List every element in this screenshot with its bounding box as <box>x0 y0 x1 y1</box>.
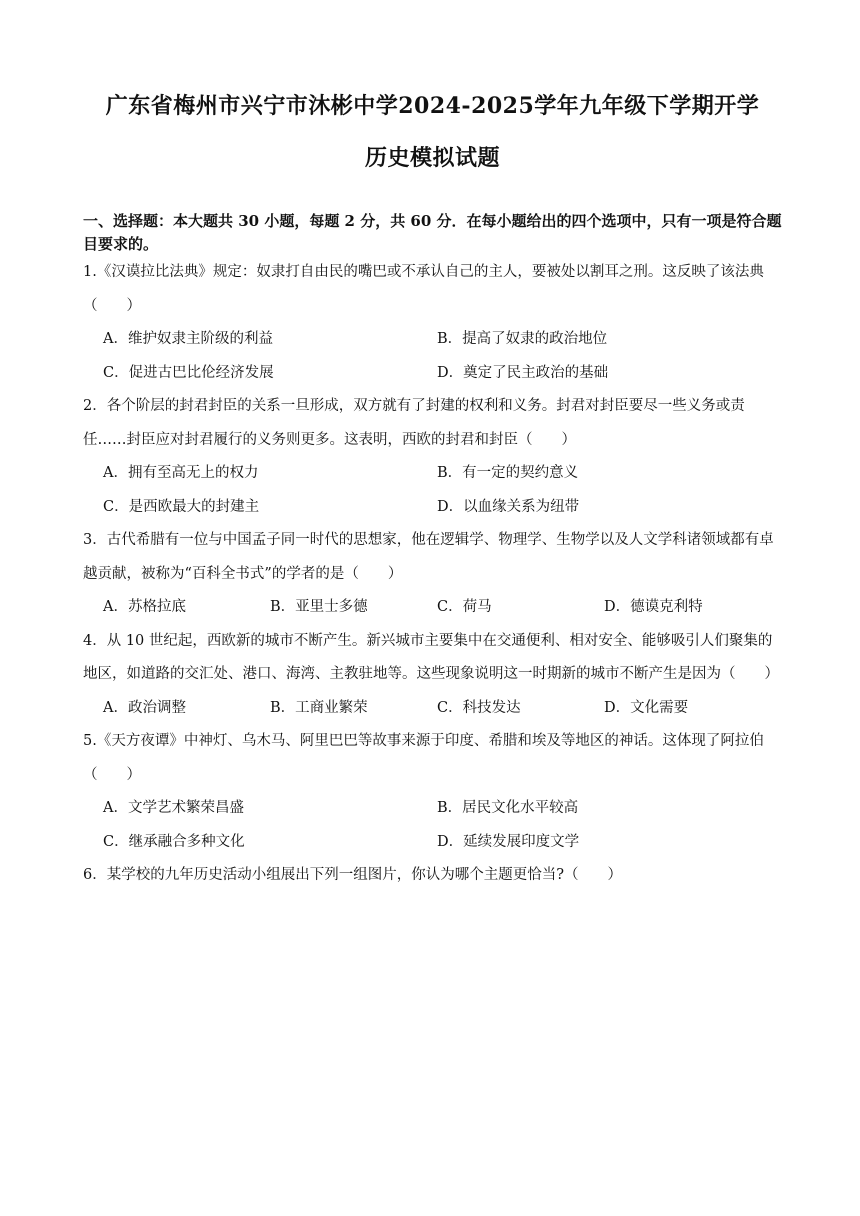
document-title <box>83 80 782 184</box>
option-b: B．居民文化水平较高 <box>437 800 579 816</box>
option-c: C．促进古巴比伦经济发展 <box>103 364 274 381</box>
question-stem: 2．各个阶层的封君封臣的关系一旦形成，双方就有了封建的权利和义务。封君对封臣要尽一些义务或责任……封臣应对封君履行的义务则更多。这表明，西欧的封君和封臣（ ） <box>83 398 745 448</box>
question-3 <box>83 524 782 625</box>
option-b: B．提高了奴隶的政治地位 <box>437 331 608 347</box>
option-a: A．文学艺术繁荣昌盛 <box>103 800 244 816</box>
question-1 <box>83 256 782 390</box>
options-row <box>83 323 782 357</box>
section-header: 一、选择题：本大题共 30 小题，每题 2 分，共 60 分．在每小题给出的四个选项中，只有一项是符合题目要求的。 <box>83 212 782 253</box>
question-stem: 4．从 10 世纪起，西欧新的城市不断产生。新兴城市主要集中在交通便利、相对安全、能够吸引人们聚集的地区，如道路的交汇处、港口、海湾、主教驻地等。这些现象说明这一时期新的城市不断产生是因为（ ） <box>83 632 779 682</box>
options-row <box>83 826 782 860</box>
option-c: C．荷马 <box>437 599 492 615</box>
option-b: B．有一定的契约意义 <box>437 465 579 481</box>
question-stem: 3．古代希腊有一位与中国孟子同一时代的思想家，他在逻辑学、物理学、生物学以及人文学科诸领域都有卓越贡献，被称为“百科全书式”的学者的是（ ） <box>83 532 774 582</box>
option-a: A．拥有至高无上的权力 <box>103 465 259 481</box>
options-row <box>83 357 782 391</box>
option-c: C．科技发达 <box>437 699 521 716</box>
option-a: A．苏格拉底 <box>103 599 186 615</box>
option-c: C．继承融合多种文化 <box>103 833 245 850</box>
question-stem: 5.《天方夜谭》中神灯、乌木马、阿里巴巴等故事来源于印度、希腊和埃及等地区的神话。这体现了阿拉伯（ ） <box>83 733 764 783</box>
question-stem: 1.《汉谟拉比法典》规定：奴隶打自由民的嘴巴或不承认自己的主人，要被处以割耳之刑。这反映了该法典（ ） <box>83 264 764 314</box>
option-b: B．工商业繁荣 <box>270 699 368 716</box>
option-a: A．维护奴隶主阶级的利益 <box>103 331 273 347</box>
option-b: B．亚里士多德 <box>270 599 368 615</box>
title-line-2: 历史模拟试题 <box>364 145 500 171</box>
question-5 <box>83 725 782 859</box>
option-d: D．德谟克利特 <box>604 599 703 615</box>
title-line-1: 广东省梅州市兴宁市沐彬中学2024-2025学年九年级下学期开学 <box>105 93 760 119</box>
question-4 <box>83 625 782 726</box>
option-d: D．以血缘关系为纽带 <box>437 498 580 515</box>
options-row <box>83 491 782 525</box>
options-row <box>83 692 782 726</box>
question-2 <box>83 390 782 524</box>
option-d: D．延续发展印度文学 <box>437 833 580 850</box>
option-c: C．是西欧最大的封建主 <box>103 498 260 515</box>
question-6 <box>83 859 782 893</box>
options-row <box>83 792 782 826</box>
option-d: D．文化需要 <box>604 699 689 716</box>
question-stem: 6．某学校的九年历史活动小组展出下列一组图片，你认为哪个主题更恰当?（ ） <box>83 867 622 883</box>
option-d: D．奠定了民主政治的基础 <box>437 364 609 381</box>
option-a: A．政治调整 <box>103 699 186 716</box>
options-row <box>83 591 782 625</box>
options-row <box>83 457 782 491</box>
